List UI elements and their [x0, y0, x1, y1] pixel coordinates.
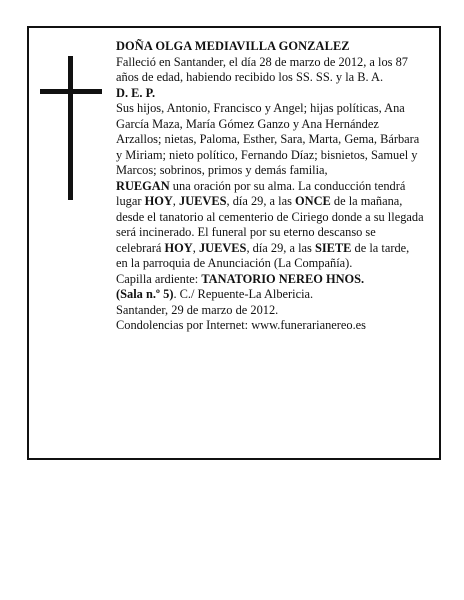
deceased-name: DOÑA OLGA MEDIAVILLA GONZALEZ: [116, 39, 350, 53]
obituary-notice: [27, 26, 441, 460]
chapel-info: [116, 272, 424, 303]
request-text: una oración por su alma. La conducción tendrá lugar: [116, 178, 406, 208]
condolences-line: Condolencias por Internet: www.funerarianereo.es: [116, 318, 367, 332]
hoy-word: HOY: [164, 240, 193, 255]
hoy-word: HOY: [144, 194, 173, 208]
request-text: de la tarde, en la parroquia de Anunciación (La Compañía).: [116, 240, 410, 270]
ruegan-word: RUEGAN: [116, 178, 170, 193]
cross-horizontal-bar: [40, 89, 102, 94]
request-text: , día 29, a las: [226, 194, 295, 208]
cross-vertical-bar: [68, 56, 73, 200]
notice-text: [116, 39, 424, 334]
request-text: ,: [192, 240, 199, 255]
request-text: de la mañana, desde el tanatorio al cementerio de Ciriego donde a su llegada será incinerado. El funeral por su eterno descanso se celebrará: [116, 194, 424, 255]
chapel-label: Capilla ardiente:: [116, 271, 202, 286]
rip-label: D. E. P.: [116, 85, 156, 100]
cross-icon: [40, 56, 102, 200]
siete-word: SIETE: [314, 240, 352, 255]
family-list: Sus hijos, Antonio, Francisco y Angel; hijas políticas, Ana García Maza, María Gómez Ganzo y Ana Hernández Arzallos; nietas, Paloma, Esther, Sara, Marta, Gema, Bárbara y Miriam; nieto político, Fernando Díaz; bisnietos, Samuel y Marcos; sobrinos, primos y demás familia,: [116, 101, 420, 177]
jueves-word: JUEVES: [198, 240, 247, 255]
chapel-address: . C./ Repuente-La Albericia.: [173, 287, 314, 301]
chapel-room: (Sala n.º 5): [116, 287, 174, 301]
request-text: ,: [172, 194, 179, 208]
once-word: ONCE: [295, 194, 331, 208]
jueves-word: JUEVES: [179, 194, 227, 208]
death-announcement: Falleció en Santander, el día 28 de marzo de 2012, a los 87 años de edad, habiendo recibido los SS. SS. y la B. A.: [116, 54, 408, 84]
chapel-name: TANATORIO NEREO HNOS.: [201, 271, 365, 286]
place-date: Santander, 29 de marzo de 2012.: [116, 302, 279, 317]
funeral-request: [116, 179, 424, 272]
request-text: , día 29, a las: [246, 240, 315, 255]
